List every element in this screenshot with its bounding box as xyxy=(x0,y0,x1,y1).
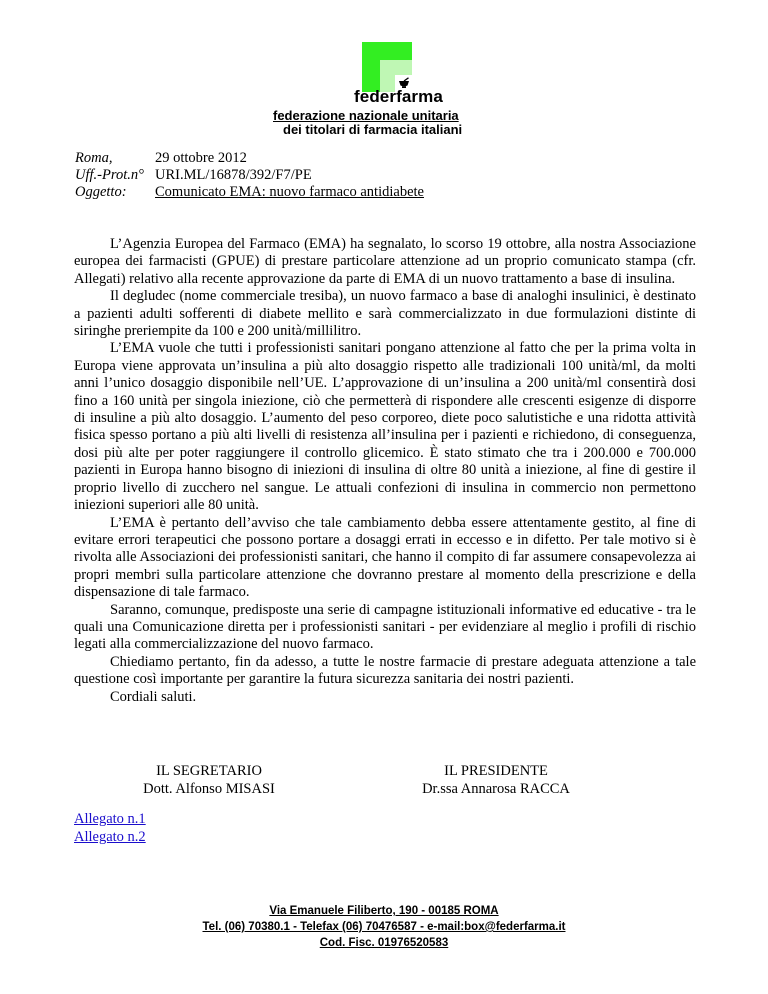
paragraph: Chiediamo pertanto, fin da adesso, a tutte le nostre farmacie di prestare adeguata attenzione a tale questione così importante per garantire la futura sicurezza sanitaria dei nostri pazienti. xyxy=(74,653,696,688)
brand-subtitle: federazione nazionale unitaria xyxy=(273,108,459,123)
protocol-number: URI.ML/16878/392/F7/PE xyxy=(155,167,312,183)
brand-name: federfarma xyxy=(354,87,443,106)
signature-secretary xyxy=(99,762,319,798)
place-label: Roma, xyxy=(75,150,113,166)
paragraph: L’EMA vuole che tutti i professionisti sanitari pongano attenzione al fatto che per la prima volta in Europa viene approvata un’insulina a più alto dosaggio rispetto alle tradizionali 100 unità/ml, da molti anni l’unico dosaggio disponibile nell’UE. L’approvazione di un’insulina a 200 unità/ml consentirà dosi fino a 160 unità per singola iniezione, ciò che permetterà di rispondere alle crescenti esigenze di disporre di insuline a più alto dosaggio. L’aumento del peso corporeo, diete poco salutistiche e una ridotta attività fisica spesso portano a più alti livelli di resistenza all’insulina per i pazienti e richiedono, di conseguenza, dosi più alte per poter raggiungere il controllo glicemico. È stato stimato che tra i 200.000 e 700.000 pazienti in Europa hanno bisogno di iniezioni di insulina di oltre 80 unità a iniezione, al fine di gestire il proprio livello di zucchero nel sangue. Le attuali confezioni di insulina in commercio non permettono iniezioni superiori alle 80 unità. xyxy=(74,340,696,514)
signature-president xyxy=(386,762,606,798)
paragraph: L’Agenzia Europea del Farmaco (EMA) ha segnalato, lo scorso 19 ottobre, alla nostra Associazione europea dei farmacisti (GPUE) di prestare particolare attenzione ad un proprio comunicato stampa (cfr. Allegati) relativo alla recente approvazione da parte di EMA di un nuovo trattamento a base di insulina. xyxy=(74,236,696,287)
signature-name: Dr.ssa Annarosa RACCA xyxy=(422,781,570,797)
paragraph: Saranno, comunque, predisposte una serie di campagne istituzionali informative ed educative - tra le quali una Comunicazione diretta per i professionisti sanitari - per evidenziare al meglio i profili di rischio legati alla commercializzazione del nuovo farmaco. xyxy=(74,601,696,653)
footer-tax-code: Cod. Fisc. 01976520583 xyxy=(319,937,449,949)
attachments-list xyxy=(74,810,146,846)
signature-title: IL SEGRETARIO xyxy=(156,763,262,779)
attachment-link-1[interactable]: Allegato n.1 xyxy=(74,811,146,827)
letter-footer xyxy=(0,903,768,951)
subject-label: Oggetto: xyxy=(75,184,127,200)
federfarma-logo xyxy=(362,42,412,92)
footer-address: Via Emanuele Filiberto, 190 - 00185 ROMA xyxy=(269,905,499,917)
letter-meta xyxy=(75,150,424,201)
signature-name: Dott. Alfonso MISASI xyxy=(143,781,275,797)
signature-title: IL PRESIDENTE xyxy=(444,763,548,779)
footer-contacts: Tel. (06) 70380.1 - Telefax (06) 70476587 - e-mail:box@federfarma.it xyxy=(202,921,566,933)
attachment-link-2[interactable]: Allegato n.2 xyxy=(74,829,146,845)
paragraph: Il degludec (nome commerciale tresiba), un nuovo farmaco a base di analoghi insulinici, è destinato a pazienti adulti sofferenti di diabete mellito e sarà commercializzato in due formulazioni distinte di siringhe preriempite da 100 e 200 unità/millilitro. xyxy=(74,288,696,340)
letter-body xyxy=(74,236,696,706)
letter-date: 29 ottobre 2012 xyxy=(155,150,247,166)
brand-subtitle-secondary: dei titolari di farmacia italiani xyxy=(283,122,463,137)
protocol-label: Uff.-Prot.n° xyxy=(75,167,144,183)
paragraph: L’EMA è pertanto dell’avviso che tale cambiamento debba essere attentamente gestito, al fine di evitare errori terapeutici che possono portare a dosaggi errati in eccesso e in difetto. Per tale motivo si è rivolta alle Associazioni dei professionisti sanitari, che hanno il compito di far assumere consapevolezza ai propri membri sulla particolare attenzione che dovranno prestare al momento della prescrizione e della dispensazione di tale farmaco. xyxy=(74,514,696,601)
closing-greeting: Cordiali saluti. xyxy=(110,688,197,705)
subject-value: Comunicato EMA: nuovo farmaco antidiabete xyxy=(155,184,424,200)
